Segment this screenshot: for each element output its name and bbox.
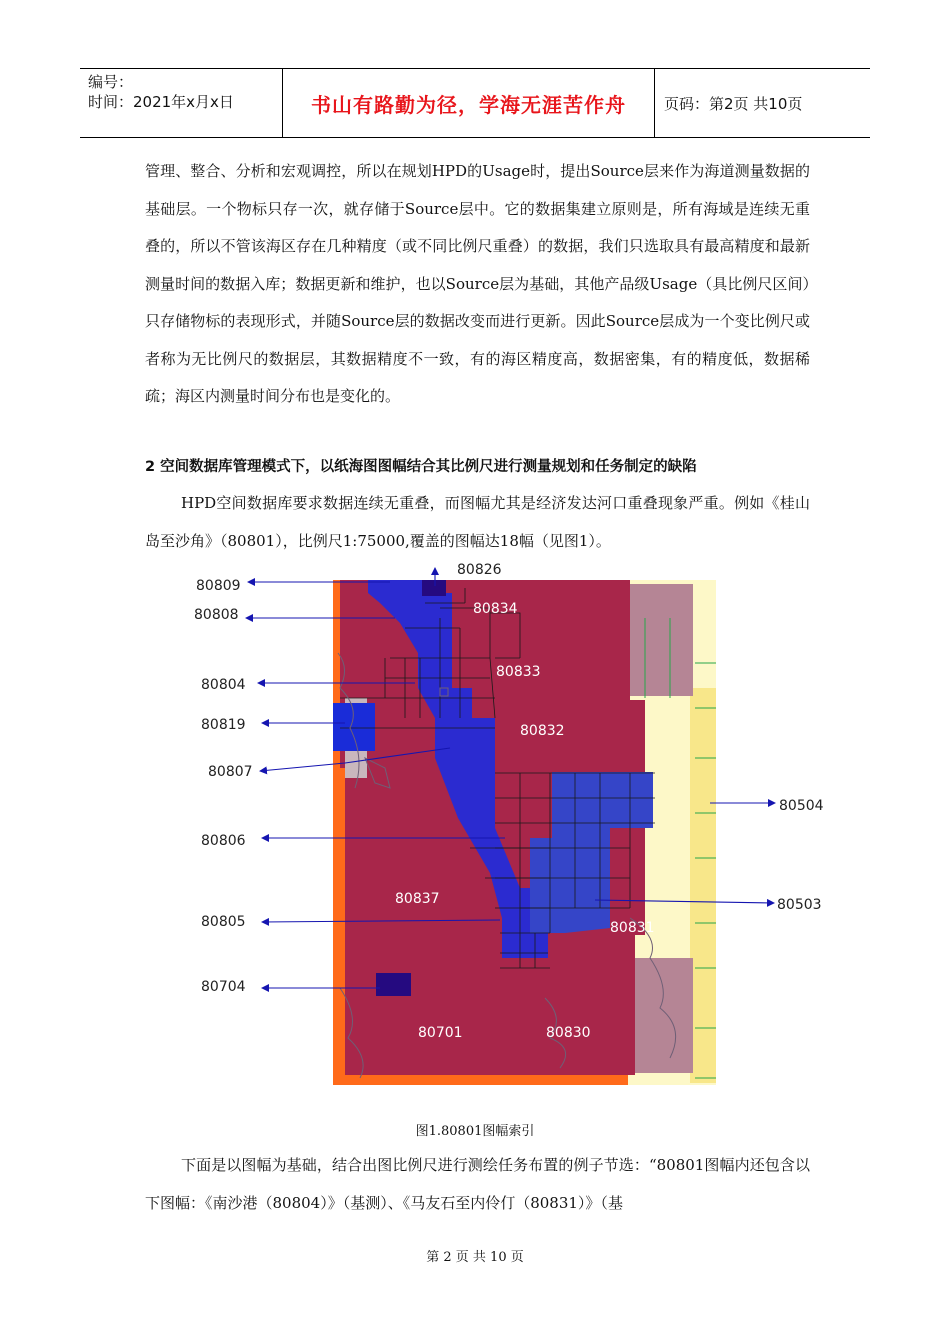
page-header: [80, 68, 870, 138]
label-80834: 80834: [473, 601, 518, 617]
label-80819: 80819: [201, 717, 246, 733]
label-80807: 80807: [208, 764, 253, 780]
chart-80704-navy: [376, 973, 411, 996]
label-80833: 80833: [496, 664, 541, 680]
label-80804: 80804: [201, 677, 246, 693]
header-motto: 书山有路勤为径，学海无涯苦作舟: [311, 92, 626, 117]
label-80809: 80809: [196, 578, 241, 594]
chart-index-figure: [190, 558, 840, 1098]
label-80504: 80504: [779, 798, 824, 814]
document-number-label: 编号：: [88, 73, 134, 91]
header-motto-cell: [282, 69, 655, 137]
label-80808: 80808: [194, 607, 239, 623]
coverage-yellow-strip: [690, 688, 716, 1083]
body-paragraph-2: HPD空间数据库要求数据连续无重叠，而图幅尤其是经济发达河口重叠现象严重。例如《桂山岛至沙角》（80801），比例尺1:75000,覆盖的图幅达18幅（见图1）。: [145, 494, 810, 550]
body-paragraph-3: 下面是以图幅为基础，结合出图比例尺进行测绘任务布置的例子节选：“80801图幅内还包含以下图幅：《南沙港（80804）》（基测）、《马友石至内伶仃（80831）》（基: [145, 1156, 810, 1212]
label-80831: 80831: [610, 920, 655, 936]
body-paragraph-1: 管理、整合、分析和宏观调控，所以在规划HPD的Usage时，提出Source层来作为海道测量数据的基础层。一个物标只存一次，就存储于Source层中。它的数据集建立原则是，所有海域是连续无重叠的，所以不管该海区存在几种精度（或不同比例尺重叠）的数据，我们只选取具有最高精度和最新测量时间的数据入库；数据更新和维护，也以Source层为基础，其他产品级Usage（具比例尺区间）只存储物标的表现形式，并随Source层的数据改变而进行更新。因此Source层成为一个变比例尺或者称为无比例尺的数据层，其数据精度不一致，有的海区精度高，数据密集，有的精度低，数据稀疏；海区内测量时间分布也是变化的。: [145, 162, 810, 405]
label-80830: 80830: [546, 1025, 591, 1041]
label-80832: 80832: [520, 723, 565, 739]
chart-80826-navy: [422, 580, 446, 596]
label-80704: 80704: [201, 979, 246, 995]
page-footer: 第 2 页 共 10 页: [426, 1250, 524, 1265]
document-date: 时间：2021年x月x日: [88, 93, 234, 111]
label-80503: 80503: [777, 897, 822, 913]
label-80806: 80806: [201, 833, 246, 849]
label-80701: 80701: [418, 1025, 463, 1041]
section-heading-2: 2 空间数据库管理模式下，以纸海图图幅结合其比例尺进行测量规划和任务制定的缺陷: [145, 459, 697, 475]
label-80805: 80805: [201, 914, 246, 930]
figure-caption: 图1.80801图幅索引: [415, 1124, 535, 1139]
chart-80819-blue: [333, 703, 375, 751]
label-80826: 80826: [457, 562, 502, 578]
label-80837: 80837: [395, 891, 440, 907]
chart-index-map: [190, 558, 840, 1098]
header-meta: [80, 69, 282, 137]
header-page-info: 页码：第2页 共10页: [664, 94, 803, 113]
